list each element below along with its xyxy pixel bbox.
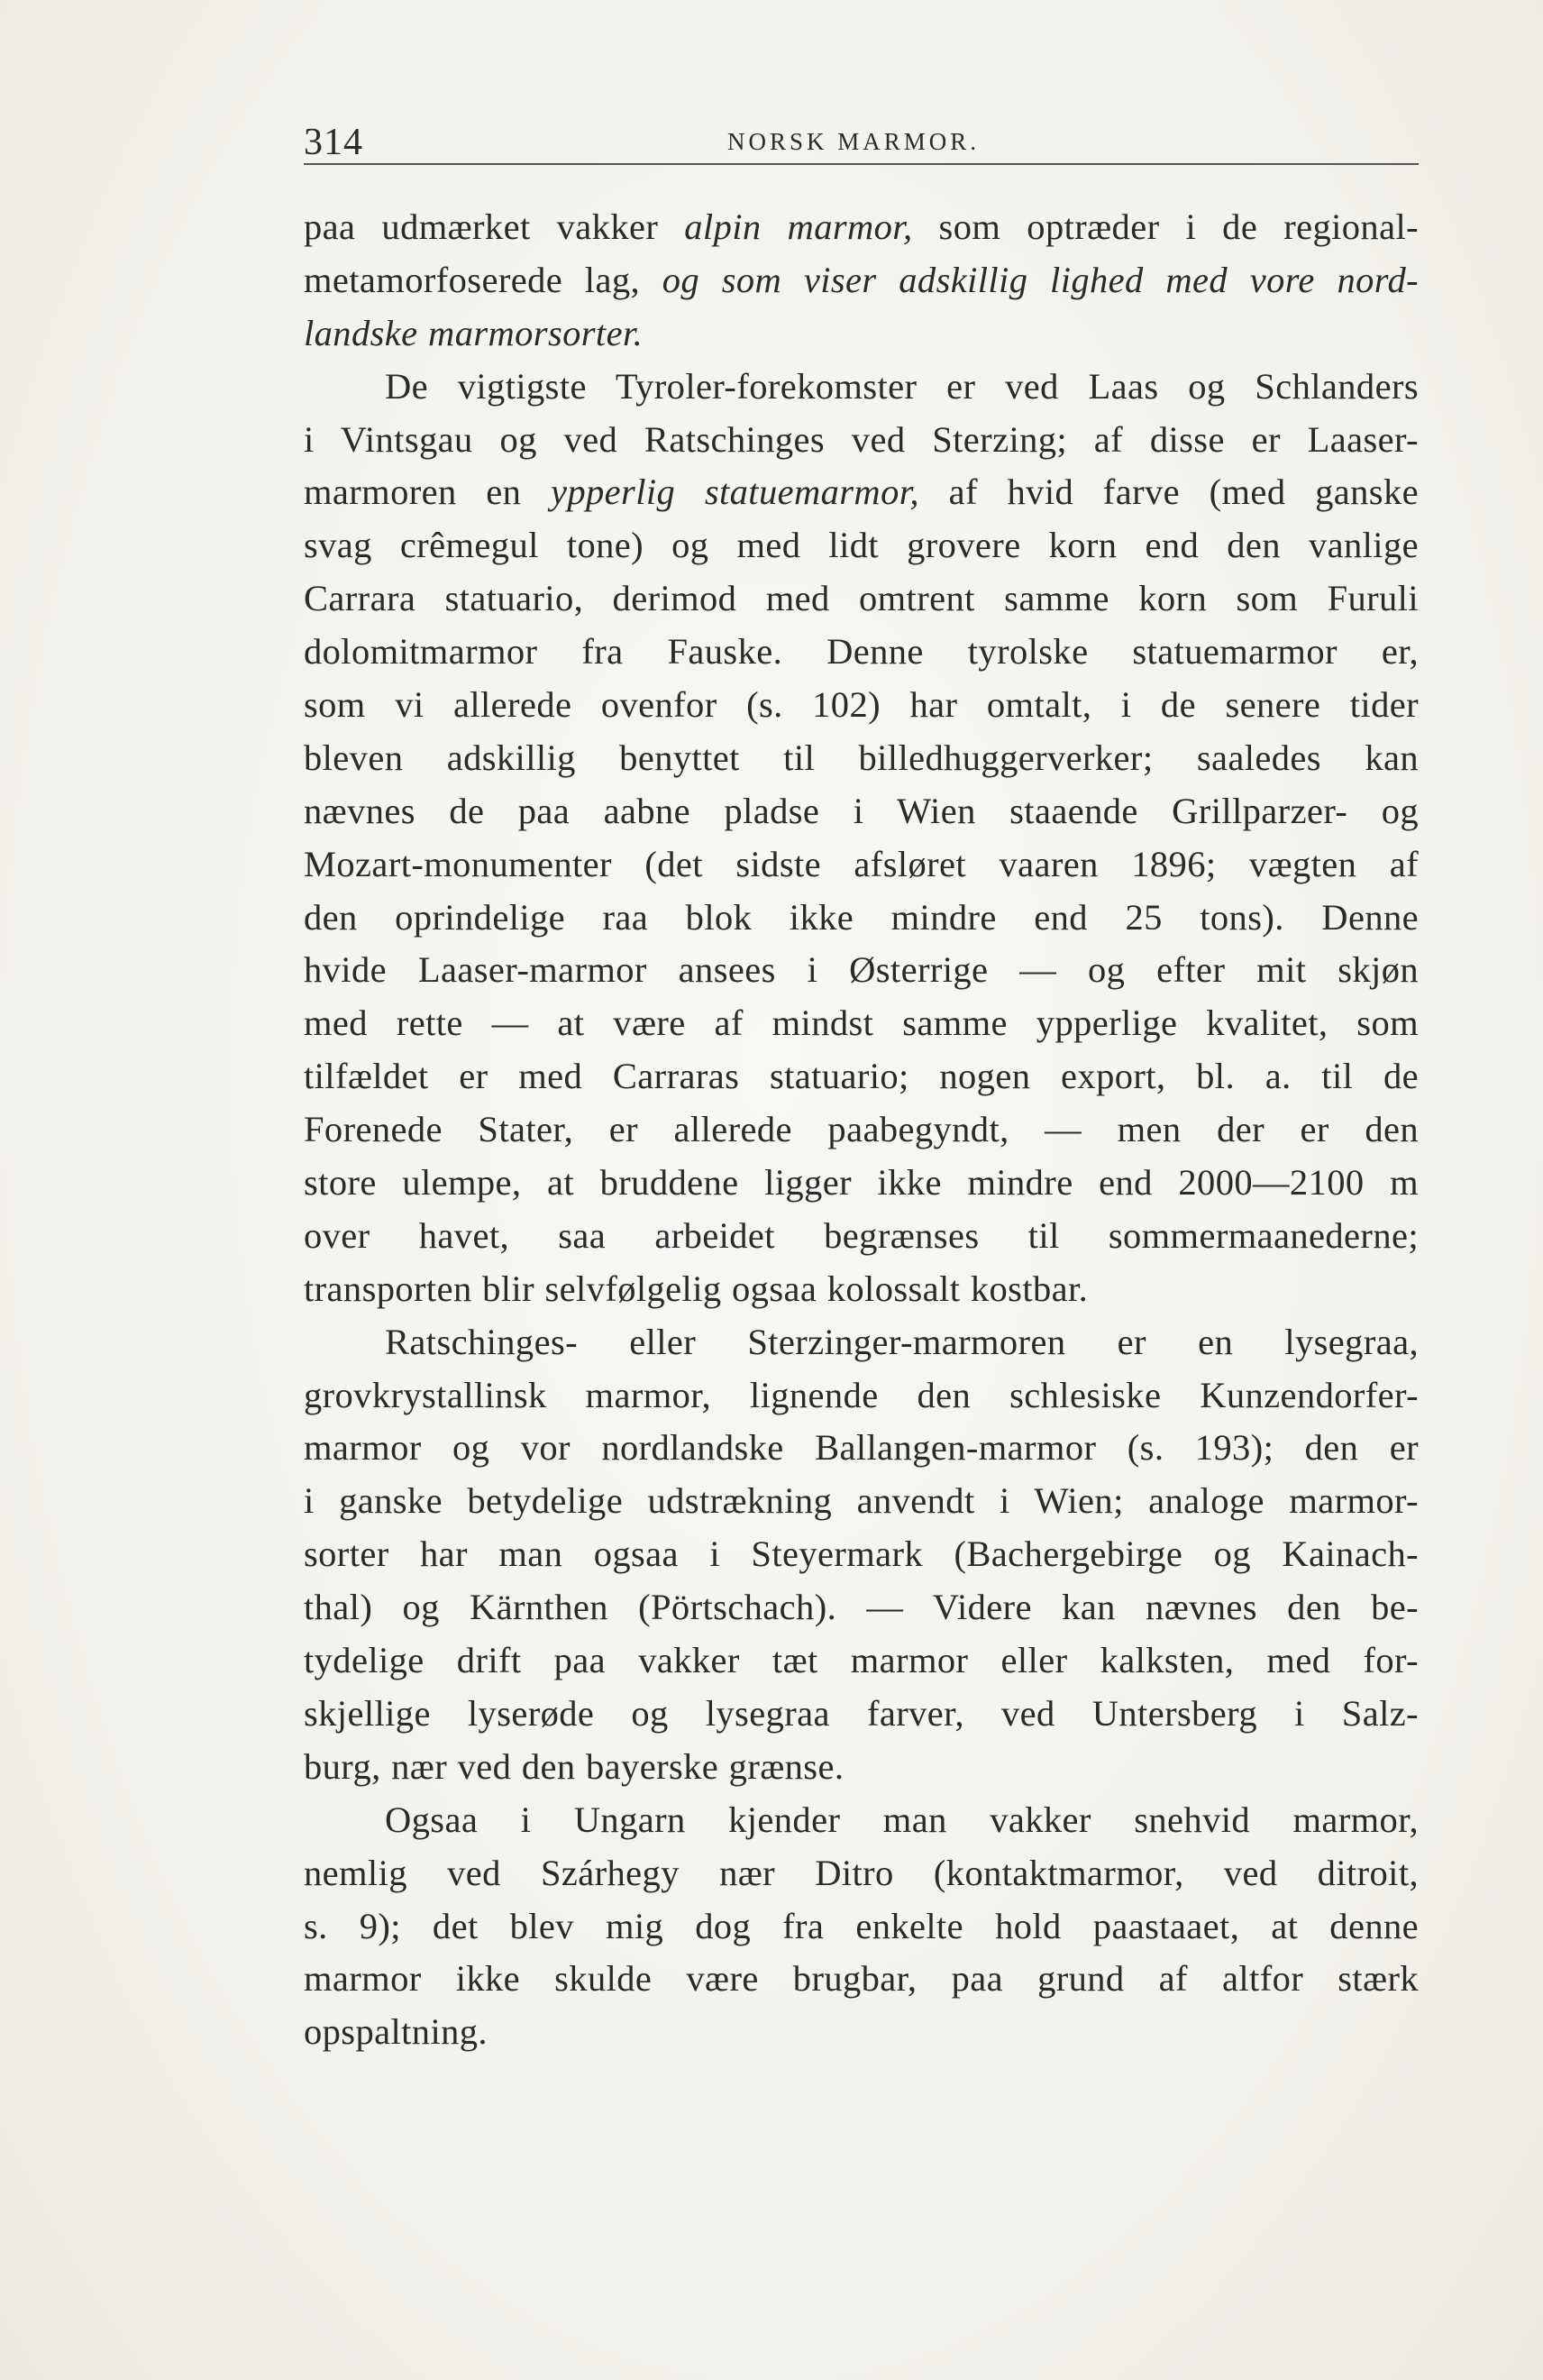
header-rule [304, 163, 1419, 165]
text-segment: Ratschinges- eller Sterzinger-marmoren er en lysegraa, [385, 1321, 1419, 1362]
text-line [304, 1581, 1419, 1634]
text-line [304, 307, 1419, 361]
text-line [304, 1050, 1419, 1103]
text-segment: Ogsaa i Ungarn kjender man vakker snehvid marmor, [385, 1799, 1419, 1840]
italic-text: ypperlig statuemarmor, [551, 471, 919, 513]
text-segment: nemlig ved Szárhegy nær Ditro (kontaktmarmor, ved ditroit, [304, 1852, 1419, 1893]
text-line [304, 679, 1419, 732]
paragraph [304, 1316, 1419, 1794]
text-line [304, 1900, 1419, 1954]
text-segment: store ulempe, at bruddene ligger ikke mindre end 2000—2100 m [304, 1162, 1419, 1204]
text-segment: s. 9); det blev mig dog fra enkelte hold paastaaet, at denne [304, 1905, 1419, 1946]
italic-text: og som viser adskillig lighed med vore nord- [662, 259, 1419, 300]
running-title: NORSK MARMOR. [727, 128, 981, 155]
text-line [304, 944, 1419, 997]
text-segment: marmoren en [304, 471, 551, 513]
text-segment: med rette — at være af mindst samme ypperlige kvalitet, som [304, 1002, 1419, 1044]
text-line [304, 572, 1419, 626]
text-segment: Carrara statuario, derimod med omtrent samme korn som Furuli [304, 578, 1419, 619]
text-segment: i Vintsgau og ved Ratschinges ved Sterzing; af disse er Laaser- [304, 418, 1419, 460]
text-line [304, 785, 1419, 838]
text-segment: som vi allerede ovenfor (s. 102) har omtalt, i de senere tider [304, 684, 1419, 726]
text-segment: hvide Laaser-marmor ansees i Østerrige — og efter mit skjøn [304, 949, 1419, 991]
text-segment: bleven adskillig benyttet til billedhuggerverker; saaledes kan [304, 737, 1419, 778]
text-line [304, 1634, 1419, 1688]
text-segment: af hvid farve (med ganske [918, 471, 1419, 513]
text-line [304, 1528, 1419, 1581]
text-segment: marmor og vor nordlandske Ballangen-marmor (s. 193); den er [304, 1427, 1419, 1469]
text-line [304, 1847, 1419, 1900]
text-segment: De vigtigste Tyroler-forekomster er ved Laas og Schlanders [385, 365, 1419, 407]
text-line [304, 1316, 1419, 1369]
text-line [304, 1794, 1419, 1847]
text-segment: tilfældet er med Carraras statuario; nogen export, bl. a. til de [304, 1056, 1419, 1097]
page-header [304, 108, 1419, 162]
italic-text: alpin marmor, [684, 206, 913, 247]
text-line [304, 838, 1419, 892]
text-segment: paa udmærket vakker [304, 206, 685, 247]
text-line [304, 1953, 1419, 2006]
text-segment: metamorfoserede lag, [304, 259, 662, 300]
text-line [304, 519, 1419, 572]
text-line [304, 201, 1419, 254]
text-segment: opspaltning. [304, 2011, 488, 2053]
text-line [304, 732, 1419, 785]
text-line [304, 2006, 1419, 2059]
text-line [304, 1103, 1419, 1157]
text-line [304, 254, 1419, 307]
text-line [304, 361, 1419, 414]
paragraph [304, 201, 1419, 361]
body-text [304, 201, 1419, 2059]
text-line [304, 997, 1419, 1050]
italic-text: landske marmorsorter. [304, 312, 644, 353]
text-segment: tydelige drift paa vakker tæt marmor eller kalksten, med for- [304, 1640, 1419, 1681]
text-line [304, 1688, 1419, 1741]
text-line [304, 1741, 1419, 1794]
text-segment: burg, nær ved den bayerske grænse. [304, 1745, 845, 1787]
text-line [304, 1157, 1419, 1210]
text-line [304, 1369, 1419, 1423]
text-segment: som optræder i de regional- [912, 206, 1420, 247]
text-line [304, 892, 1419, 945]
text-segment: Forenede Stater, er allerede paabegyndt, — men der er den [304, 1109, 1419, 1150]
text-segment: dolomitmarmor fra Fauske. Denne tyrolske statuemarmor er, [304, 631, 1419, 673]
text-segment: skjellige lyserøde og lysegraa farver, ved Untersberg i Salz- [304, 1692, 1419, 1734]
text-line [304, 1210, 1419, 1263]
text-line [304, 1263, 1419, 1316]
text-segment: i ganske betydelige udstrækning anvendt i Wien; analoge marmor- [304, 1480, 1419, 1522]
page-number: 314 [304, 122, 363, 163]
text-segment: svag crêmegul tone) og med lidt grovere korn end den vanlige [304, 525, 1419, 566]
text-segment: marmor ikke skulde være brugbar, paa grund af altfor stærk [304, 1958, 1419, 2000]
text-segment: nævnes de paa aabne pladse i Wien staaende Grillparzer- og [304, 790, 1419, 831]
paragraph [304, 361, 1419, 1316]
text-line [304, 466, 1419, 519]
text-segment: thal) og Kärnthen (Pörtschach). — Videre kan nævnes den be- [304, 1587, 1419, 1628]
text-segment: grovkrystallinsk marmor, lignende den schlesiske Kunzendorfer- [304, 1374, 1419, 1415]
text-line [304, 626, 1419, 679]
text-line [304, 1422, 1419, 1475]
text-segment: over havet, saa arbeidet begrænses til sommermaanederne; [304, 1214, 1419, 1256]
text-segment: transporten blir selvfølgelig ogsaa kolossalt kostbar. [304, 1268, 1089, 1309]
text-segment: den oprindelige raa blok ikke mindre end 25 tons). Denne [304, 896, 1419, 938]
text-line [304, 1475, 1419, 1528]
text-line [304, 414, 1419, 467]
text-segment: sorter har man ogsaa i Steyermark (Bachergebirge og Kainach- [304, 1533, 1419, 1575]
paragraph [304, 1794, 1419, 2059]
text-segment: Mozart-monumenter (det sidste afsløret vaaren 1896; vægten af [304, 843, 1419, 884]
